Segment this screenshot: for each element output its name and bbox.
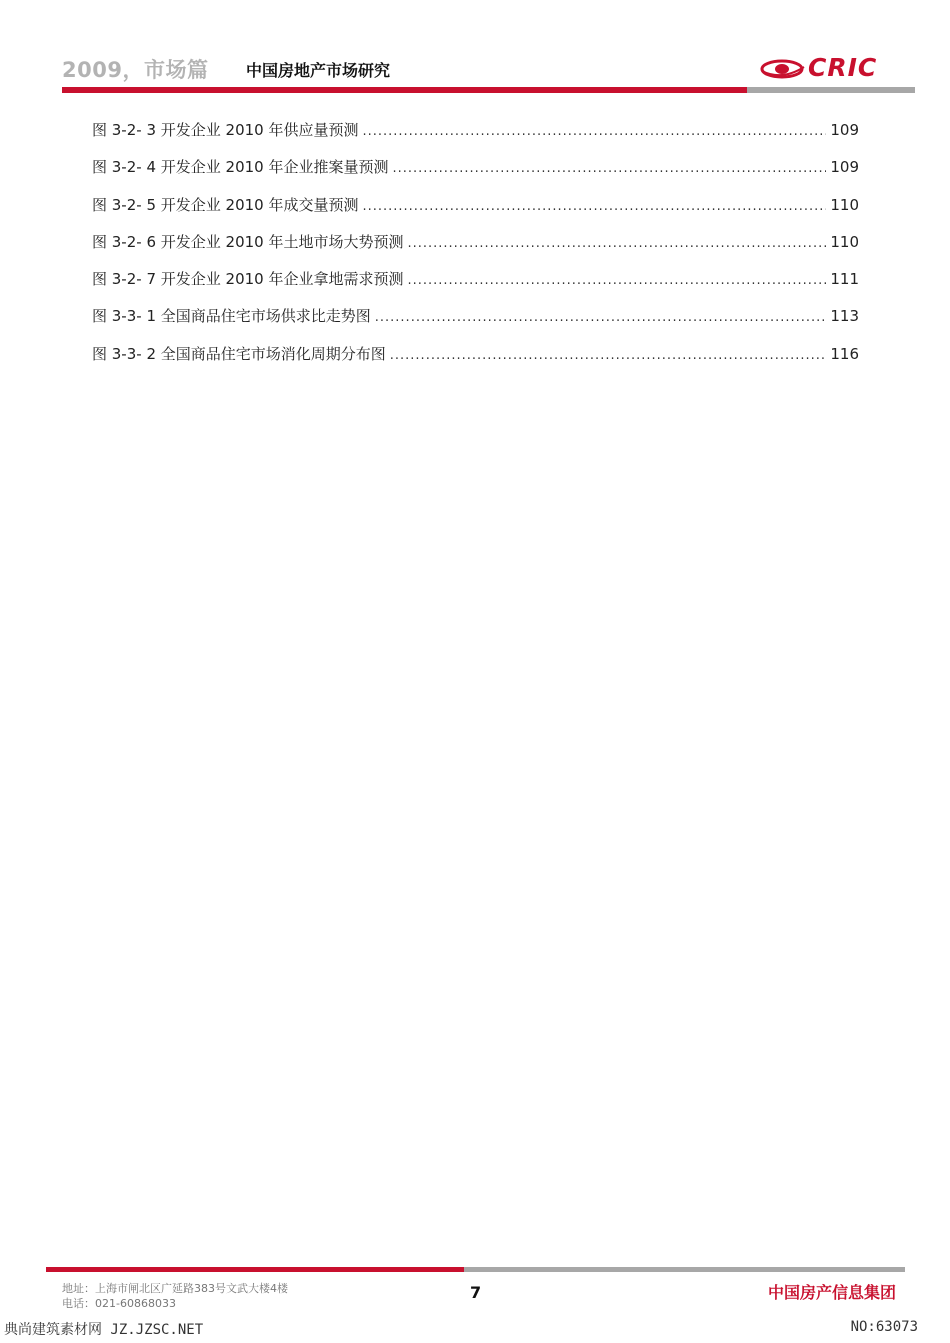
cric-logo <box>760 55 902 83</box>
toc-entry-label: 图 3-2- 5 开发企业 2010 年成交量预测 <box>92 195 359 214</box>
toc-entry-label: 图 3-2- 4 开发企业 2010 年企业推案量预测 <box>92 158 389 177</box>
header-divider-red <box>62 87 747 93</box>
footer-divider-red <box>46 1267 464 1272</box>
eye-swoosh-icon <box>760 55 806 83</box>
toc-entry-label: 图 3-2- 7 开发企业 2010 年企业拿地需求预测 <box>92 270 404 289</box>
toc-dot-leader <box>407 273 826 288</box>
header-divider-gray <box>747 87 915 93</box>
toc-entry-page: 111 <box>830 270 859 289</box>
watermark-left: 典尚建筑素材网 JZ.JZSC.NET <box>4 1322 204 1338</box>
header-title: 中国房地产市场研究 <box>246 61 391 80</box>
toc-entry-label: 图 3-2- 6 开发企业 2010 年土地市场大势预测 <box>92 232 404 251</box>
header-year-section: 2009，市场篇 <box>62 58 209 82</box>
toc-dot-leader <box>407 236 826 251</box>
toc-entry[interactable] <box>92 231 859 268</box>
footer-divider-gray <box>464 1267 905 1272</box>
toc-entry-page: 110 <box>830 232 859 251</box>
footer-contact <box>62 1281 288 1311</box>
toc-entry[interactable] <box>92 156 859 193</box>
footer-address: 地址：上海市闸北区广延路383号文武大楼4楼 <box>62 1282 288 1295</box>
toc-entry-label: 图 3-2- 3 开发企业 2010 年供应量预测 <box>92 121 359 139</box>
footer-company: 中国房产信息集团 <box>768 1283 897 1302</box>
toc-dot-leader <box>390 348 827 363</box>
toc-entry[interactable] <box>92 305 859 342</box>
logo-text: CRIC <box>808 53 878 82</box>
toc-entry-label: 图 3-3- 2 全国商品住宅市场消化周期分布图 <box>92 344 386 363</box>
toc-entry[interactable] <box>92 119 859 156</box>
toc-entry[interactable] <box>92 343 859 380</box>
table-of-figures <box>92 119 859 380</box>
toc-entry-page: 110 <box>830 195 859 214</box>
toc-entry-page: 116 <box>830 344 859 363</box>
toc-dot-leader <box>375 310 827 325</box>
toc-entry-page: 109 <box>830 158 859 177</box>
toc-entry[interactable] <box>92 194 859 231</box>
toc-dot-leader <box>362 124 826 139</box>
page-number: 7 <box>470 1283 482 1302</box>
toc-dot-leader <box>362 199 826 214</box>
footer-phone: 电话：021-60868033 <box>62 1297 176 1310</box>
toc-entry-page: 109 <box>830 121 859 139</box>
toc-entry-page: 113 <box>830 307 859 326</box>
toc-entry[interactable] <box>92 268 859 305</box>
toc-entry-label: 图 3-3- 1 全国商品住宅市场供求比走势图 <box>92 307 371 326</box>
toc-dot-leader <box>392 161 826 176</box>
watermark-right: NO:63073 <box>850 1319 918 1335</box>
